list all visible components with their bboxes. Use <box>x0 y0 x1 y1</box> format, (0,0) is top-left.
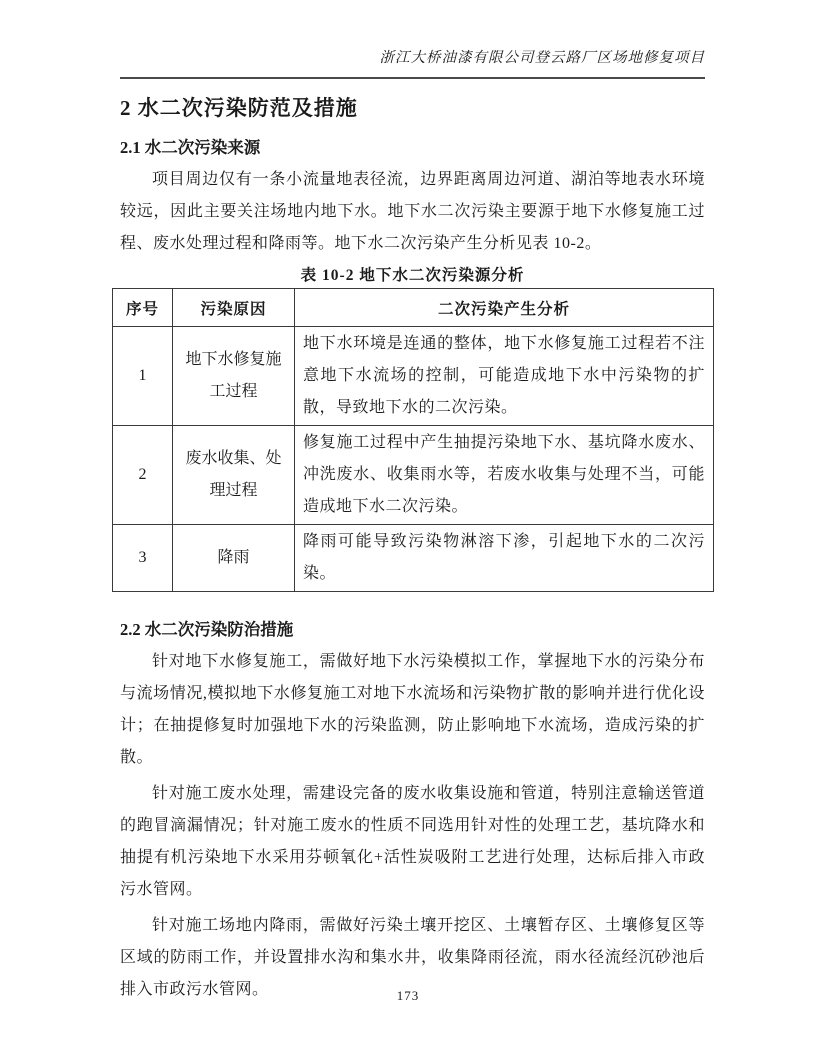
cell-analysis: 降雨可能导致污染物淋溶下渗，引起地下水的二次污染。 <box>295 525 714 592</box>
cell-no: 2 <box>113 426 173 525</box>
header-rule <box>120 77 705 79</box>
table-caption: 表 10-2 地下水二次污染源分析 <box>300 267 525 284</box>
cell-analysis: 修复施工过程中产生抽提污染地下水、基坑降水废水、冲洗废水、收集雨水等，若废水收集与处理不当，可能造成地下水二次污染。 <box>295 426 714 525</box>
table-header-no: 序号 <box>113 289 173 327</box>
section-2-2-heading: 2.2 水二次污染防治措施 <box>120 620 294 639</box>
table-header-analysis: 二次污染产生分析 <box>295 289 714 327</box>
cell-analysis: 地下水环境是连通的整体，地下水修复施工过程若不注意地下水流场的控制，可能造成地下水中污染物的扩散，导致地下水的二次污染。 <box>295 327 714 426</box>
cell-no: 3 <box>113 525 173 592</box>
section-2-2-paragraph-3: 针对施工场地内降雨，需做好污染土壤开挖区、土壤暂存区、土壤修复区等区域的防雨工作，并设置排水沟和集水井，收集降雨径流，雨水径流经沉砂池后排入市政污水管网。 <box>120 917 705 998</box>
table-row <box>113 426 714 525</box>
table-header-row <box>113 289 714 327</box>
section-2-2-paragraph-2: 针对施工废水处理，需建设完备的废水收集设施和管道，特别注意输送管道的跑冒滴漏情况；针对施工废水的性质不同选用针对性的处理工艺，基坑降水和抽提有机污染地下水采用芬顿氧化+活性炭吸附工艺进行处理，达标后排入市政污水管网。 <box>120 785 705 898</box>
cell-no: 1 <box>113 327 173 426</box>
chapter-heading: 2 水二次污染防范及措施 <box>120 96 358 120</box>
cell-cause: 地下水修复施工过程 <box>173 327 295 426</box>
page-header <box>120 48 705 79</box>
table-row <box>113 327 714 426</box>
page-header-text: 浙江大桥油漆有限公司登云路厂区场地修复项目 <box>379 50 705 66</box>
cell-cause: 降雨 <box>173 525 295 592</box>
section-2-1-paragraph: 项目周边仅有一条小流量地表径流，边界距离周边河道、湖泊等地表水环境较远，因此主要关注场地内地下水。地下水二次污染主要源于地下水修复施工过程、废水处理过程和降雨等。地下水二次污染产生分析见表 10-2。 <box>120 171 705 252</box>
page-number: 173 <box>396 988 420 1003</box>
table-row <box>113 525 714 592</box>
table-header-cause: 污染原因 <box>173 289 295 327</box>
cell-cause: 废水收集、处理过程 <box>173 426 295 525</box>
pollution-source-table <box>112 288 714 592</box>
section-2-2-paragraph-1: 针对地下水修复施工，需做好地下水污染模拟工作，掌握地下水的污染分布与流场情况,模拟地下水修复施工对地下水流场和污染物扩散的影响并进行优化设计；在抽提修复时加强地下水的污染监测，防止影响地下水流场，造成污染的扩散。 <box>120 653 705 766</box>
section-2-1-heading: 2.1 水二次污染来源 <box>120 138 261 157</box>
